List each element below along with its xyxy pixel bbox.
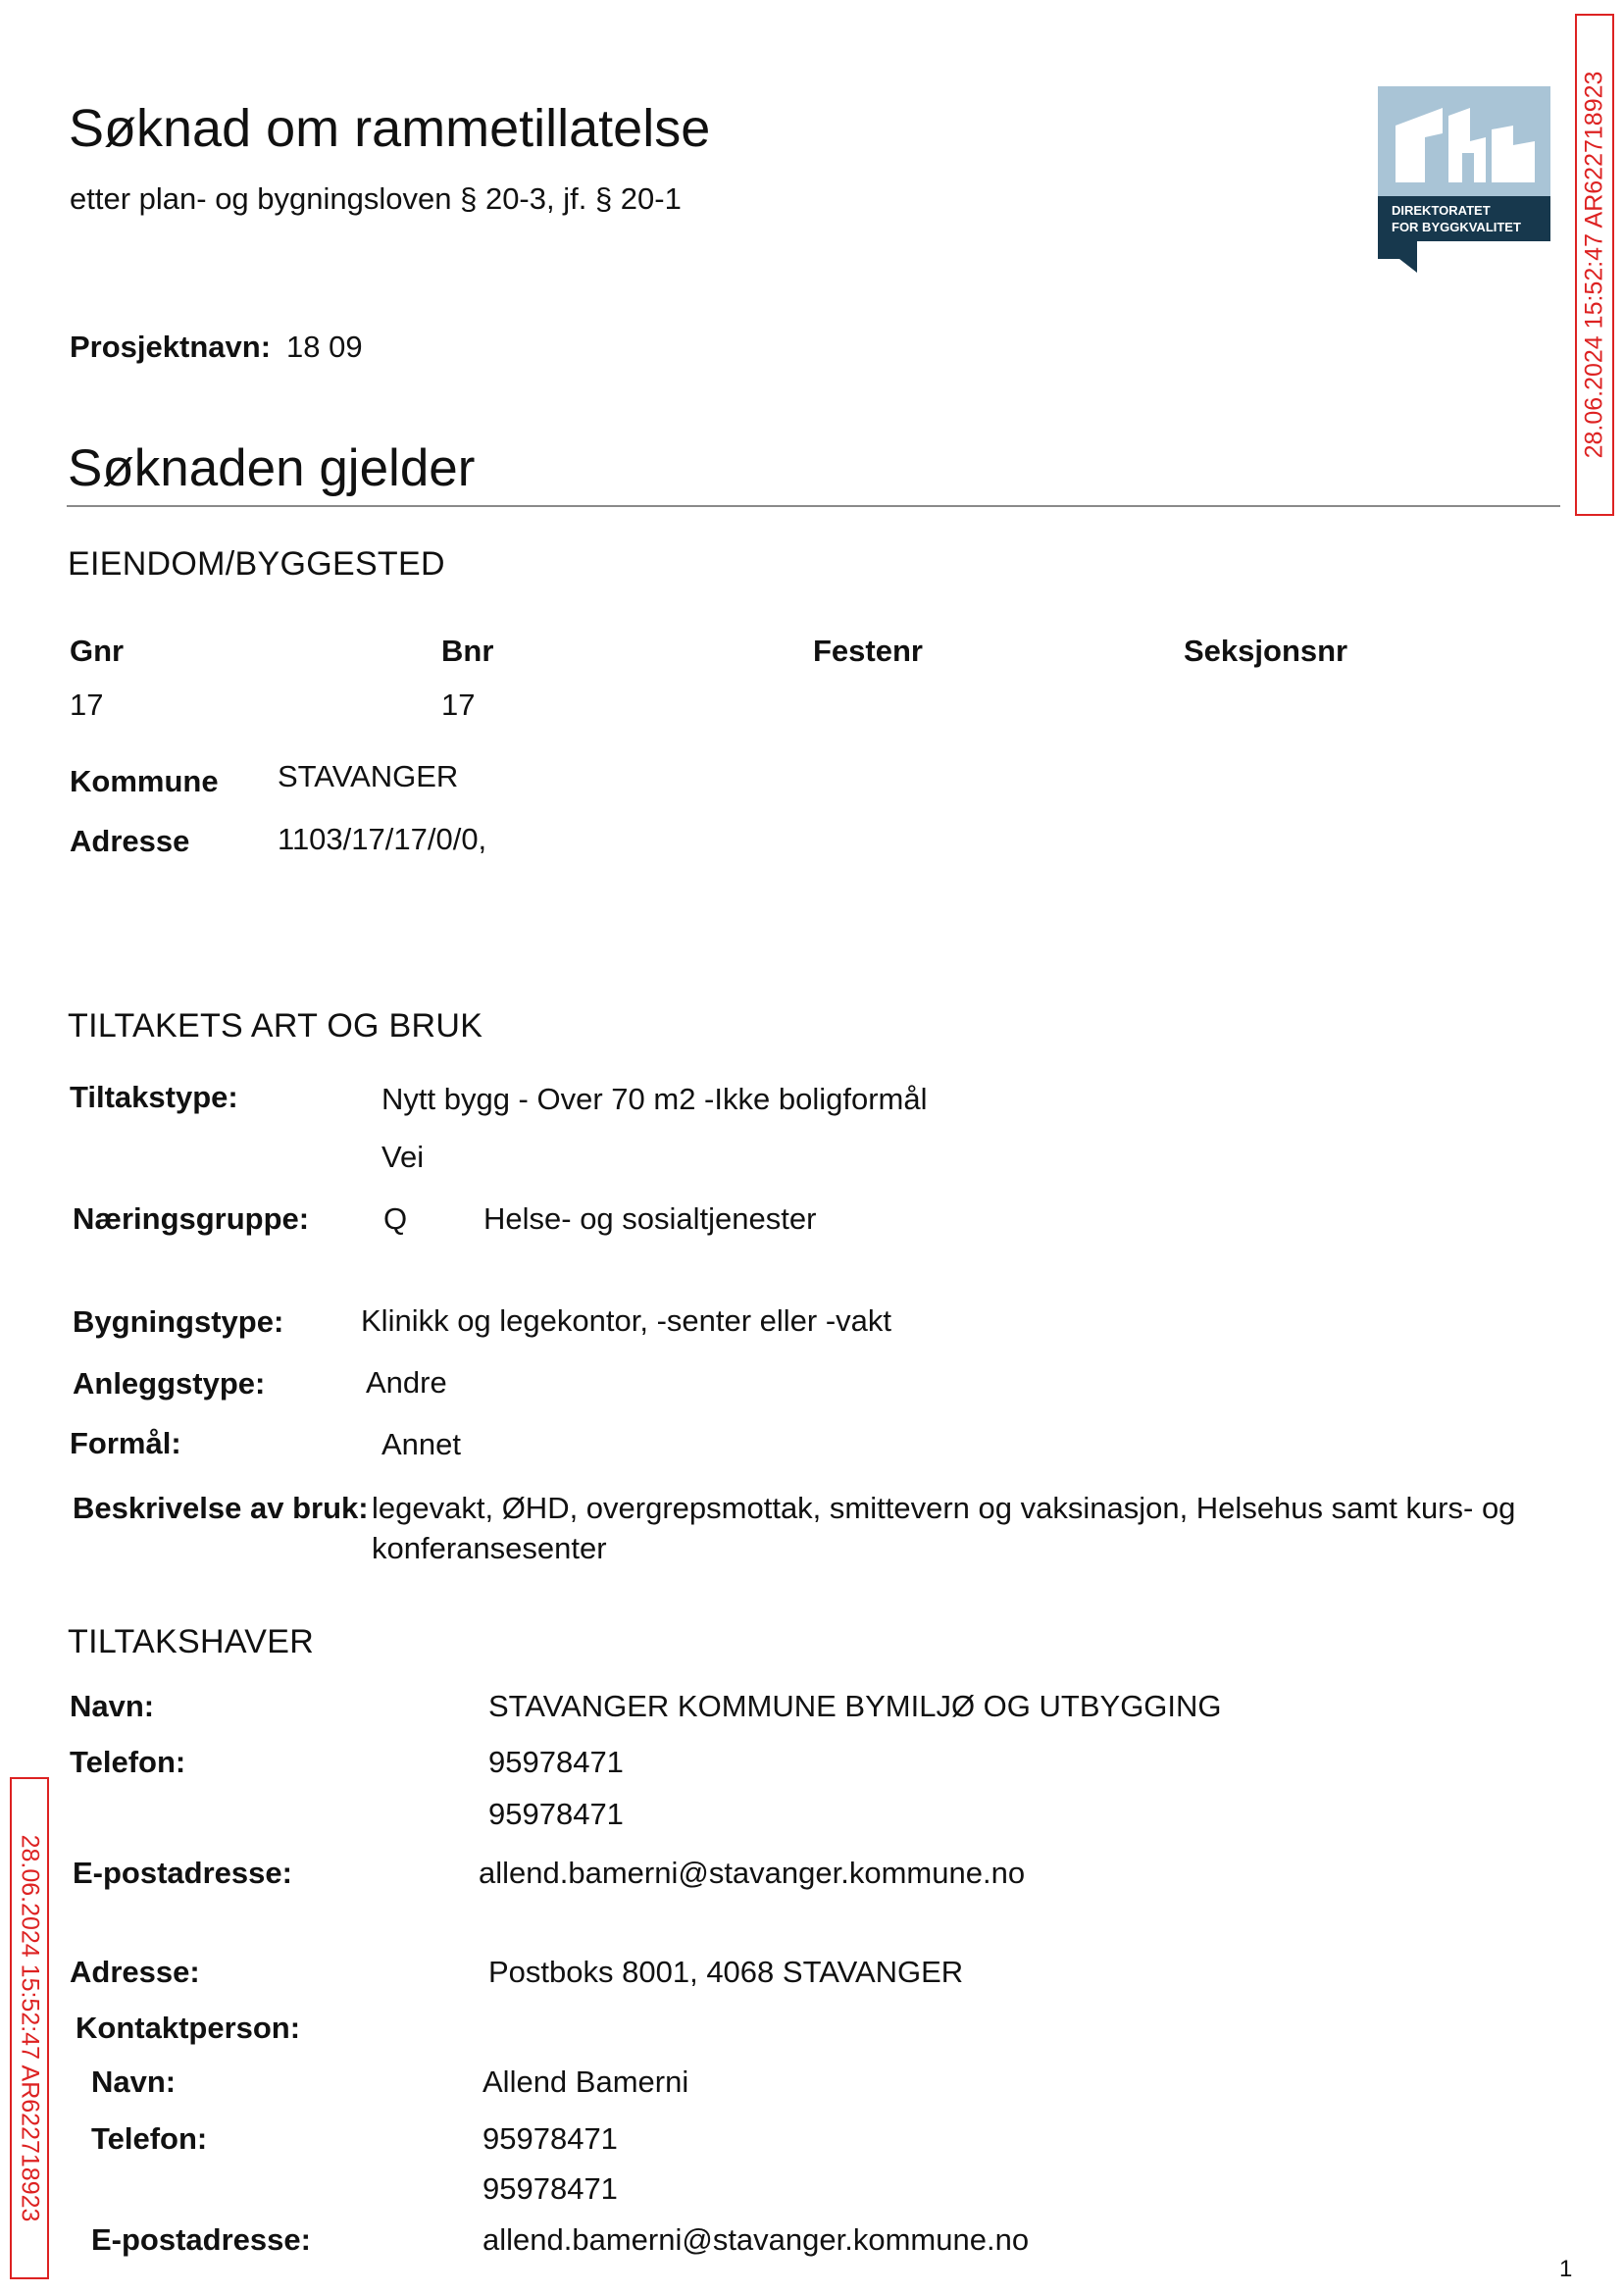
project-name-label: Prosjektnavn: [70, 330, 272, 364]
tiltakshaver-telefon-value-1: 95978471 [488, 1745, 624, 1779]
section-divider [67, 505, 1560, 507]
gnr-value: 17 [70, 688, 104, 722]
project-name-value: 18 09 [286, 330, 363, 364]
logo-text-line2: FOR BYGGKVALITET [1392, 220, 1521, 234]
naeringsgruppe-code: Q [383, 1201, 408, 1236]
building-logo-icon [1378, 86, 1550, 275]
tiltakshaver-navn-label: Navn: [70, 1689, 155, 1723]
kontakt-epost-value: allend.bamerni@stavanger.kommune.no [482, 2222, 1030, 2257]
section-title: Søknaden gjelder [68, 439, 476, 497]
tiltakshaver-epost-label: E-postadresse: [73, 1856, 292, 1890]
timestamp-stamp-left [10, 1777, 49, 2279]
kontakt-navn-label: Navn: [91, 2065, 177, 2099]
naeringsgruppe-value: Helse- og sosialtjenester [483, 1201, 817, 1236]
gnr-label: Gnr [70, 634, 125, 668]
bnr-value: 17 [441, 688, 476, 722]
page-number: 1 [1559, 2256, 1573, 2282]
property-heading: EIENDOM/BYGGESTED [68, 545, 445, 583]
kommune-value: STAVANGER [278, 759, 459, 793]
tiltakshaver-telefon-value-2: 95978471 [488, 1797, 624, 1831]
bygningstype-label: Bygningstype: [73, 1304, 284, 1339]
stamp-text: 28.06.2024 15:52:47 AR622718923 [16, 1834, 44, 2222]
formal-label: Formål: [70, 1426, 181, 1460]
kontakt-telefon-value-1: 95978471 [482, 2121, 618, 2156]
anleggstype-value: Andre [366, 1365, 447, 1400]
kontakt-telefon-value-2: 95978471 [482, 2171, 618, 2206]
logo-text-line1: DIREKTORATET [1392, 203, 1491, 218]
tiltakshaver-navn-value: STAVANGER KOMMUNE BYMILJØ OG UTBYGGING [488, 1689, 1222, 1723]
tiltakshaver-epost-value: allend.bamerni@stavanger.kommune.no [479, 1856, 1026, 1890]
dibk-logo [1378, 86, 1550, 275]
kontakt-telefon-label: Telefon: [91, 2121, 208, 2156]
tiltakshaver-telefon-label: Telefon: [70, 1745, 186, 1779]
tiltakstype-value-2: Vei [381, 1140, 425, 1174]
adresse-value: 1103/17/17/0/0, [278, 822, 487, 856]
naeringsgruppe-label: Næringsgruppe: [73, 1201, 310, 1236]
formal-value: Annet [381, 1427, 462, 1461]
seksjonsnr-label: Seksjonsnr [1184, 634, 1348, 668]
tiltakshaver-adresse-value: Postboks 8001, 4068 STAVANGER [488, 1955, 964, 1989]
tiltak-heading: TILTAKETS ART OG BRUK [68, 1007, 483, 1045]
festenr-label: Festenr [813, 634, 923, 668]
bygningstype-value: Klinikk og legekontor, -senter eller -vakt [361, 1303, 892, 1338]
tiltakstype-value-1: Nytt bygg - Over 70 m2 -Ikke boligformål [381, 1082, 928, 1116]
beskrivelse-label: Beskrivelse av bruk: [73, 1491, 369, 1525]
tiltakshaver-adresse-label: Adresse: [70, 1955, 200, 1989]
document-subtitle: etter plan- og bygningsloven § 20-3, jf. § 20-1 [70, 181, 682, 216]
timestamp-stamp-top [1575, 14, 1614, 516]
tiltakstype-label: Tiltakstype: [70, 1080, 238, 1114]
tiltakshaver-heading: TILTAKSHAVER [68, 1623, 315, 1660]
anleggstype-label: Anleggstype: [73, 1366, 266, 1401]
document-title: Søknad om rammetillatelse [69, 99, 711, 158]
beskrivelse-value-line2: konferansesenter [372, 1531, 607, 1565]
bnr-label: Bnr [441, 634, 494, 668]
kommune-label: Kommune [70, 764, 219, 798]
stamp-text: 28.06.2024 15:52:47 AR622718923 [1580, 71, 1608, 459]
kontakt-epost-label: E-postadresse: [91, 2222, 311, 2257]
beskrivelse-value-line1: legevakt, ØHD, overgrepsmottak, smittevern og vaksinasjon, Helsehus samt kurs- og [372, 1491, 1516, 1525]
kontakt-navn-value: Allend Bamerni [482, 2065, 689, 2099]
adresse-label: Adresse [70, 824, 190, 858]
kontaktperson-label: Kontaktperson: [76, 2011, 301, 2045]
